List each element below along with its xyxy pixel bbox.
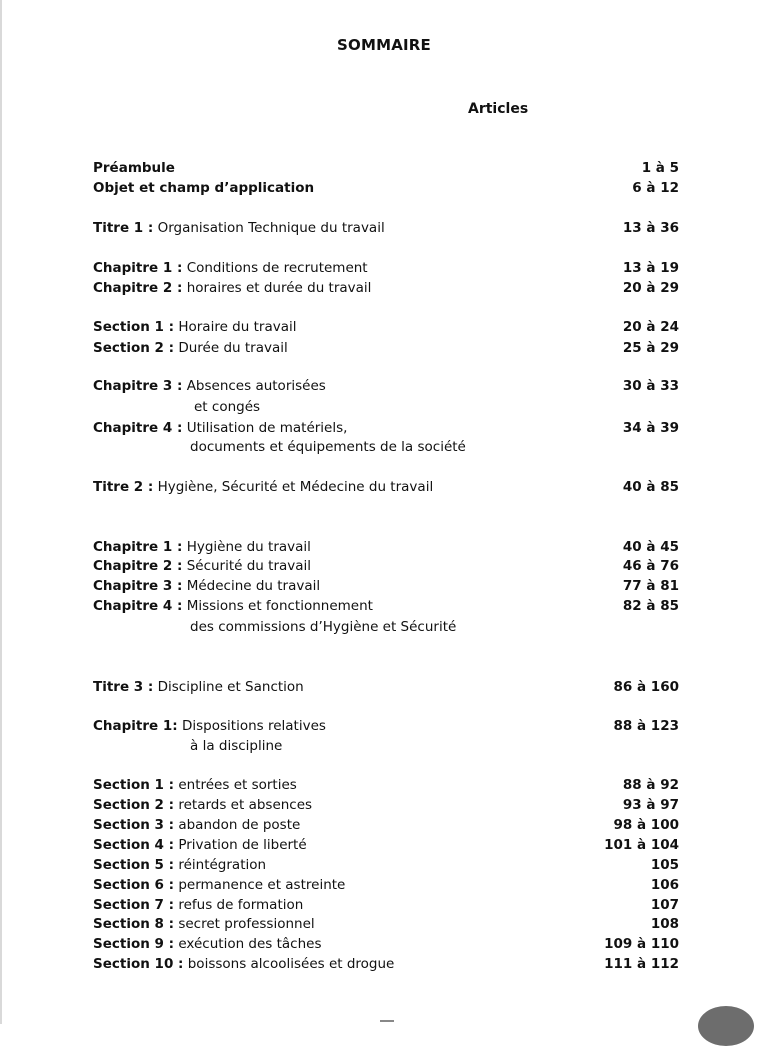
toc-entry-range: 98 à 100 [613,817,679,833]
toc-entry-label [93,895,303,915]
toc-entry-text: réintégration [178,857,267,873]
toc-entry-range: 108 [650,916,679,932]
toc-entry-label [93,556,311,576]
toc-entry-label [93,716,326,736]
document-title: SOMMAIRE [337,36,431,54]
toc-entry-range: 107 [650,897,679,913]
toc-entry-label [93,677,304,697]
toc-entry-text: Conditions de recrutement [186,260,368,276]
toc-entry-range: 86 à 160 [613,679,679,695]
toc-entry [93,317,679,337]
toc-entry-range: 13 à 19 [622,260,679,276]
toc-entry-text: Dispositions relatives [181,718,326,734]
toc-entry-heading: Section 7 : [93,897,175,913]
toc-entry-continuation: à la discipline [190,738,283,754]
toc-entry-label [93,954,394,974]
toc-entry-range: 88 à 123 [613,718,679,734]
toc-entry-range: 30 à 33 [622,378,679,394]
toc-entry-range: 20 à 24 [622,319,679,335]
toc-entry-continuation: documents et équipements de la société [190,439,466,455]
toc-entry [93,537,679,557]
toc-entry [93,716,679,736]
toc-entry-heading: Titre 3 : [93,679,154,695]
toc-entry-range: 46 à 76 [622,558,679,574]
page-footer-mark [380,1020,394,1022]
toc-entry-text: entrées et sorties [178,777,297,793]
toc-entry-heading: Chapitre 3 : [93,378,183,394]
page-edge [0,0,2,1024]
toc-entry-text: abandon de poste [178,817,301,833]
toc-entry [93,677,679,697]
toc-entry-label [93,576,320,596]
toc-entry-text: horaires et durée du travail [186,280,372,296]
toc-entry [93,258,679,278]
toc-entry [93,576,679,596]
toc-entry-range: 77 à 81 [622,578,679,594]
toc-entry-text: Médecine du travail [186,578,321,594]
toc-entry-heading: Section 9 : [93,936,175,952]
toc-entry-heading: Chapitre 3 : [93,578,183,594]
toc-entry-range: 106 [650,877,679,893]
toc-entry [93,338,679,358]
toc-entry-heading: Section 4 : [93,837,175,853]
toc-entry-range: 1 à 5 [641,160,679,176]
toc-entry [93,875,679,895]
toc-entry-range: 34 à 39 [622,420,679,436]
toc-entry-range: 88 à 92 [622,777,679,793]
toc-entry-heading: Section 5 : [93,857,175,873]
toc-entry-text: retards et absences [178,797,313,813]
toc-entry-label [93,477,433,497]
toc-entry-heading: Chapitre 4 : [93,598,183,614]
toc-entry [93,418,679,438]
page-corner-shadow [698,1006,754,1046]
toc-entry-label [93,338,288,358]
toc-entry-heading: Chapitre 2 : [93,558,183,574]
toc-entry [93,775,679,795]
toc-entry [93,376,679,396]
toc-entry [93,218,679,238]
toc-entry-heading: Chapitre 2 : [93,280,183,296]
toc-entry-label [93,596,373,616]
toc-entry-text: Hygiène, Sécurité et Médecine du travail [157,479,434,495]
toc-entry-heading: Chapitre 4 : [93,420,183,436]
toc-entry-label [93,914,315,934]
toc-entry [93,477,679,497]
toc-entry-range: 101 à 104 [604,837,679,853]
toc-entry-heading: Chapitre 1 : [93,260,183,276]
toc-entry-label [93,258,368,278]
toc-entry-range: 20 à 29 [622,280,679,296]
toc-entry-continuation: des commissions d’Hygiène et Sécurité [190,619,457,635]
toc-entry [93,596,679,616]
toc-entry-text: Utilisation de matériels, [186,420,348,436]
toc-entry [93,278,679,298]
toc-entry-text: permanence et astreinte [178,877,346,893]
toc-entry-range: 40 à 85 [622,479,679,495]
toc-entry-heading: Chapitre 1 : [93,539,183,555]
toc-entry-range: 111 à 112 [604,956,679,972]
toc-entry [93,795,679,815]
toc-entry-range: 109 à 110 [604,936,679,952]
toc-entry-heading: Section 1 : [93,777,175,793]
toc-entry-text: boissons alcoolisées et drogue [187,956,395,972]
toc-entry-label [93,855,266,875]
toc-entry-text: exécution des tâches [178,936,322,952]
toc-entry-heading: Section 10 : [93,956,184,972]
toc-entry-range: 25 à 29 [622,340,679,356]
toc-entry-text: Organisation Technique du travail [157,220,385,236]
toc-entry-label [93,376,326,396]
toc-entry-label [93,795,312,815]
toc-entry-label [93,775,297,795]
toc-entry [93,835,679,855]
toc-entry-label [93,278,371,298]
toc-entry-text: refus de formation [178,897,304,913]
toc-entry-heading: Section 8 : [93,916,175,932]
toc-entry-heading: Titre 2 : [93,479,154,495]
toc-entry [93,158,679,178]
toc-entry-range: 6 à 12 [632,180,679,196]
toc-entry-text: secret professionnel [178,916,315,932]
toc-entry [93,815,679,835]
toc-entry-text: Missions et fonctionnement [186,598,373,614]
toc-entry-range: 82 à 85 [622,598,679,614]
toc-entry [93,556,679,576]
toc-entry-text: Durée du travail [178,340,288,356]
toc-entry-label [93,934,322,954]
toc-entry-continuation: et congés [194,399,261,415]
toc-entry-label [93,418,347,438]
toc-entry [93,934,679,954]
toc-entry-range: 105 [650,857,679,873]
articles-column-header: Articles [468,101,529,117]
toc-entry-heading: Section 6 : [93,877,175,893]
toc-entry-label [93,815,300,835]
toc-entry [93,178,679,198]
toc-entry-label [93,875,345,895]
toc-entry-label [93,537,311,557]
toc-entry-text: Hygiène du travail [186,539,311,555]
toc-entry-text: Discipline et Sanction [157,679,304,695]
toc-entry-heading: Titre 1 : [93,220,154,236]
toc-entry-text: Privation de liberté [178,837,307,853]
toc-entry-range: 13 à 36 [622,220,679,236]
toc-entry-label [93,178,314,198]
toc-entry-heading: Section 3 : [93,817,175,833]
toc-entry-label [93,218,385,238]
toc-entry-heading: Section 2 : [93,797,175,813]
toc-entry-heading: Chapitre 1: [93,718,178,734]
toc-entry [93,895,679,915]
toc-entry [93,855,679,875]
toc-entry-heading: Objet et champ d’application [93,180,315,196]
toc-entry [93,914,679,934]
toc-entry [93,954,679,974]
toc-entry-label [93,317,296,337]
toc-entry-text: Absences autorisées [186,378,326,394]
toc-entry-range: 93 à 97 [622,797,679,813]
toc-entry-text: Sécurité du travail [186,558,312,574]
toc-entry-range: 40 à 45 [622,539,679,555]
toc-entry-heading: Préambule [93,160,175,176]
toc-entry-heading: Section 1 : [93,319,175,335]
toc-entry-heading: Section 2 : [93,340,175,356]
toc-entry-label [93,158,175,178]
toc-entry-text: Horaire du travail [178,319,297,335]
toc-entry-label [93,835,307,855]
